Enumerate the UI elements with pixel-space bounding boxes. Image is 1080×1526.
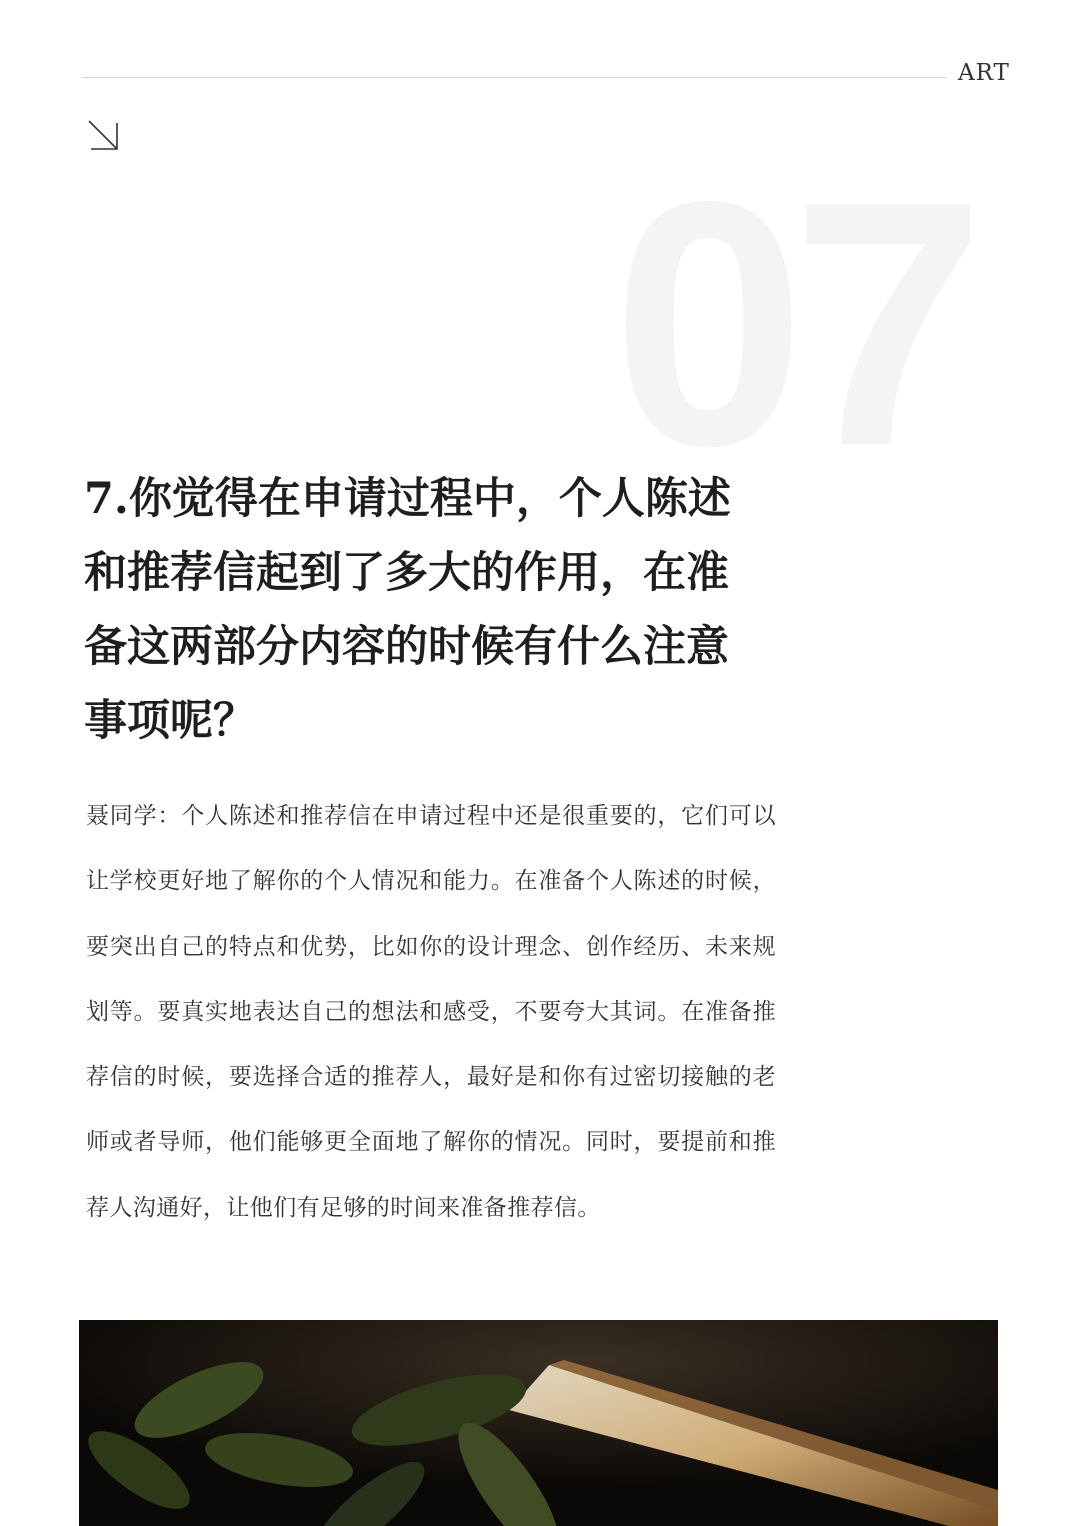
answer-paragraph: 聂同学：个人陈述和推荐信在申请过程中还是很重要的，它们可以让学校更好地了解你的个人情况和能力。在准备个人陈述的时候，要突出自己的特点和优势，比如你的设计理念、创作经历、未来规划等。要真实地表达自己的想法和感受，不要夸大其词。在准备推荐信的时候，要选择合适的推荐人，最好是和你有过密切接触的老师或者导师，他们能够更全面地了解你的情况。同时，要提前和推荐人沟通好，让他们有足够的时间来准备推荐信。 — [86, 803, 776, 1221]
question-heading: 7.你觉得在申请过程中，个人陈述和推荐信起到了多大的作用，在准备这两部分内容的时候有什么注意事项呢？ — [84, 474, 731, 746]
arrow-down-right-icon — [86, 118, 120, 152]
section-label: ART — [958, 60, 1010, 86]
chapter-number-watermark: 07 — [612, 129, 972, 518]
article-photo — [79, 1320, 998, 1526]
header-rule — [82, 77, 946, 78]
